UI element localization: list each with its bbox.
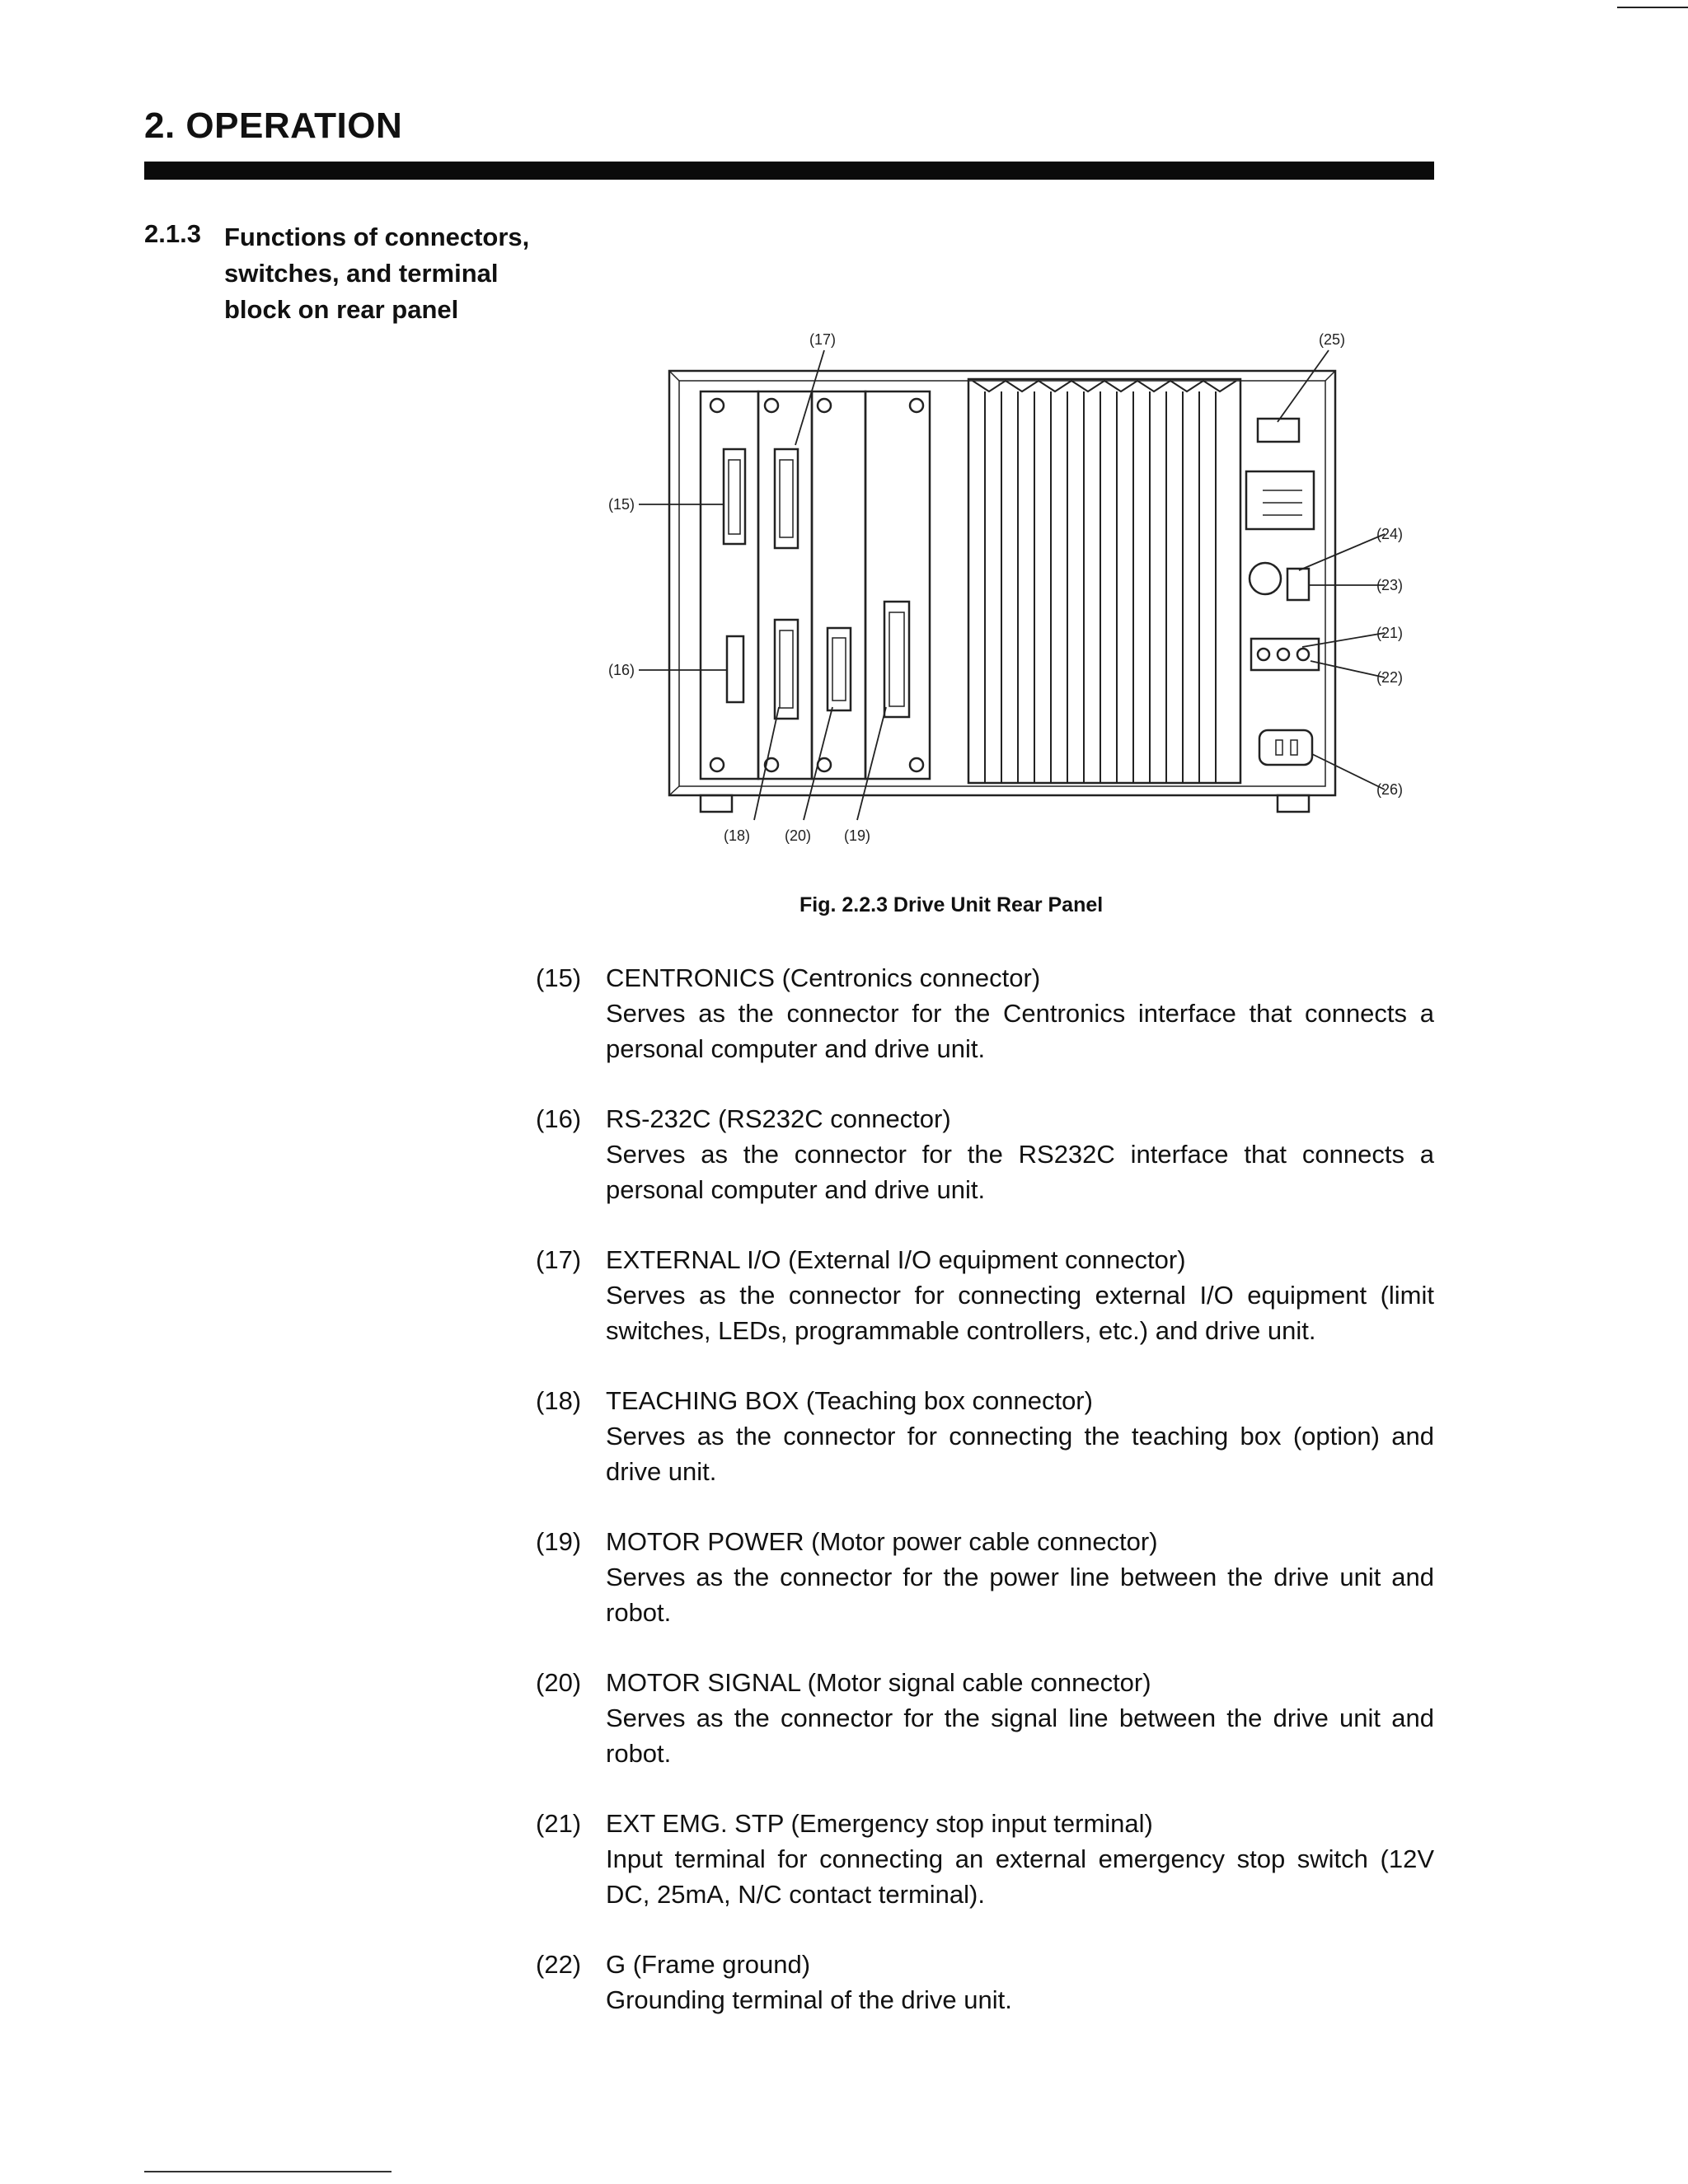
list-item xyxy=(536,1242,1434,1348)
callout-19: (19) xyxy=(844,827,871,844)
chapter-title-bar xyxy=(144,162,1434,180)
foot-right xyxy=(1278,795,1309,812)
item-title: G (Frame ground) xyxy=(606,1950,811,1979)
section-number: 2.1.3 xyxy=(144,219,201,248)
item-title: EXTERNAL I/O (External I/O equipment connector) xyxy=(606,1245,1186,1274)
callout-25: (25) xyxy=(1319,331,1346,348)
item-title: CENTRONICS (Centronics connector) xyxy=(606,963,1041,992)
external-io-connector xyxy=(775,449,798,548)
item-number: (18) xyxy=(536,1386,582,1415)
item-description: Serves as the connector for the signal line between the drive unit and robot. xyxy=(606,1704,1434,1768)
item-title: RS-232C (RS232C connector) xyxy=(606,1104,951,1133)
teaching-box-connector xyxy=(775,620,798,719)
board-slot-4 xyxy=(865,391,930,779)
list-item xyxy=(536,1101,1434,1207)
list-item xyxy=(536,1383,1434,1489)
item-description: Input terminal for connecting an external emergency stop switch (12V DC, 25mA, N/C contact terminal). xyxy=(606,1844,1434,1909)
fuse-holder xyxy=(1250,563,1281,594)
item-number: (22) xyxy=(536,1950,582,1979)
item-description: Serves as the connector for connecting the teaching box (option) and drive unit. xyxy=(606,1422,1434,1486)
list-item xyxy=(536,1947,1434,2018)
chapter-title: 2. OPERATION xyxy=(144,105,403,146)
item-title: EXT EMG. STP (Emergency stop input terminal) xyxy=(606,1809,1153,1838)
callout-18: (18) xyxy=(724,827,751,844)
callout-26: (26) xyxy=(1376,781,1404,798)
item-description: Grounding terminal of the drive unit. xyxy=(606,1985,1012,2014)
item-description: Serves as the connector for the RS232C interface that connects a personal computer and drive unit. xyxy=(606,1140,1434,1204)
list-item xyxy=(536,1665,1434,1771)
callout-22: (22) xyxy=(1376,669,1404,686)
rs232c-connector xyxy=(727,636,743,702)
figure-caption: Fig. 2.2.3 Drive Unit Rear Panel xyxy=(799,893,1104,916)
item-number: (21) xyxy=(536,1809,582,1838)
list-item xyxy=(536,960,1434,1066)
list-item xyxy=(536,1524,1434,1630)
item-number: (16) xyxy=(536,1104,582,1133)
item-description: Serves as the connector for the Centronics interface that connects a personal computer and drive unit. xyxy=(606,999,1434,1063)
foot-left xyxy=(701,795,732,812)
rear-panel-figure xyxy=(593,313,1418,874)
item-number: (20) xyxy=(536,1668,582,1697)
item-description: Serves as the connector for the power line between the drive unit and robot. xyxy=(606,1563,1434,1627)
top-corner-rule xyxy=(1617,7,1688,8)
ac-inlet xyxy=(1259,730,1312,765)
callout-16: (16) xyxy=(608,662,635,678)
power-switch xyxy=(1258,419,1299,442)
item-title: MOTOR POWER (Motor power cable connector) xyxy=(606,1527,1158,1556)
callout-15: (15) xyxy=(608,496,635,513)
callout-20: (20) xyxy=(785,827,812,844)
motor-power-connector xyxy=(884,602,909,717)
item-title: MOTOR SIGNAL (Motor signal cable connector) xyxy=(606,1668,1151,1697)
jumper-connector xyxy=(1287,569,1309,600)
rear-panel-drawing xyxy=(593,313,1418,874)
rating-label xyxy=(1246,471,1314,529)
callout-24: (24) xyxy=(1376,526,1404,542)
centronics-connector xyxy=(724,449,745,544)
item-number: (15) xyxy=(536,963,582,992)
footer-rule xyxy=(144,2171,392,2172)
item-title: TEACHING BOX (Teaching box connector) xyxy=(606,1386,1093,1415)
section-title: Functions of connectors, switches, and terminal block on rear panel xyxy=(224,223,530,324)
callout-23: (23) xyxy=(1376,577,1404,593)
function-list xyxy=(536,960,1434,2052)
motor-signal-connector xyxy=(828,628,851,710)
list-item xyxy=(536,1806,1434,1912)
callout-21: (21) xyxy=(1376,625,1404,641)
item-number: (17) xyxy=(536,1245,582,1274)
item-number: (19) xyxy=(536,1527,582,1556)
item-description: Serves as the connector for connecting external I/O equipment (limit switches, LEDs, programmable controllers, etc.) and drive unit. xyxy=(606,1281,1434,1345)
board-slot-3 xyxy=(812,391,865,779)
callout-17: (17) xyxy=(809,331,837,348)
